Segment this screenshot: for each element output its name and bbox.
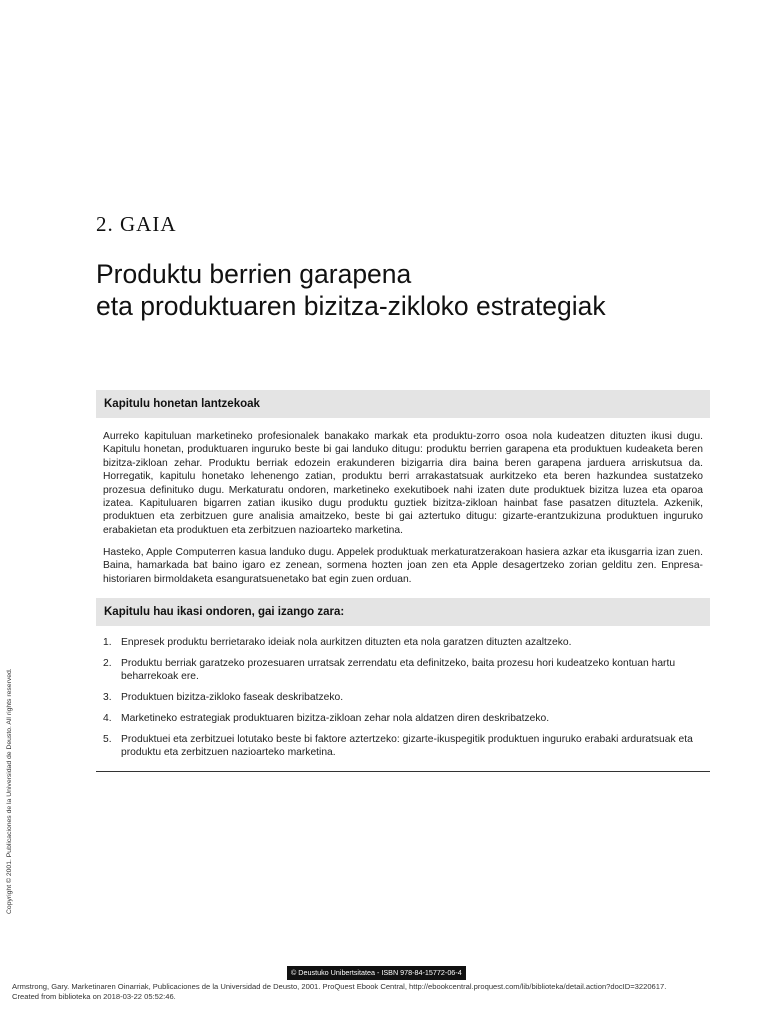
objective-item [103, 636, 703, 649]
objective-number: 2. [103, 657, 112, 669]
objective-text: Marketineko estrategiak produktuaren bizitza-zikloan zehar nola aldatzen diren deskribatzeko. [121, 713, 550, 725]
objective-number: 4. [103, 713, 112, 725]
objectives-list [103, 636, 703, 767]
section-header-objectives: Kapitulu hau ikasi ondoren, gai izango zara: [96, 598, 710, 626]
objective-text: Produktu berriak garatzeko prozesuaren urratsak zerrendatu eta definitzeko, baita prozesu hori kudeatzeko kontuan hartu beharrekoak ere. [121, 657, 676, 683]
overview-paragraph-2: Hasteko, Apple Computerren kasua landuko dugu. Appelek produktuak merkaturatzerakoan hasiera azkar eta ikusgarria izan zuen. Baina, hamarkada bat baino igaro ez zenean, sormena hozten joan zen eta Apple desagertzeko zorian gelditu zen. Enpresa-historiaren birmoldaketa esanguratsuenetako bat egin zuen orduan. [103, 547, 703, 585]
objective-item [103, 712, 703, 725]
objective-text: Produktuen bizitza-zikloko faseak deskribatzeko. [121, 692, 344, 704]
chapter-label: 2. GAIA [96, 212, 177, 236]
objective-text: Enpresek produktu berrietarako ideiak nola aurkitzen dituzten eta nola garatzen dituzten azaltzeko. [121, 637, 572, 648]
section-divider [96, 771, 710, 772]
source-citation [12, 982, 762, 1001]
objective-item [103, 691, 703, 704]
objective-item [103, 657, 703, 684]
chapter-title-line-1: Produktu berrien garapena [96, 259, 412, 289]
chapter-title [96, 258, 736, 322]
objective-number: 3. [103, 692, 112, 704]
section-header-overview: Kapitulu honetan lantzekoak [96, 390, 710, 418]
side-copyright-notice: Copyright © 2001. Publicaciones de la Universidad de Deusto. All rights reserved. [6, 668, 13, 914]
objective-number: 1. [103, 637, 112, 648]
isbn-imprint: © Deustuko Unibertsitatea - ISBN 978-84-15772-06-4 [287, 966, 466, 980]
overview-paragraph-1: Aurreko kapituluan marketineko profesionalek banakako markak eta produktu-zorro osoa nola kudeatzen dituzten ikusi dugu. Kapitulu honetan, produktuaren inguruko beste bi gai landuko ditugu: produktu berrien garapena eta produktuen kudeaketa beren bizitza-zikloan zehar. Produktu berriak edozein erakunderen bizigarria dira baina beren garapena jarduera arriskutsua da. Horregatik, kapitulu honetako lehenengo zatian, produktu berri arrakastatsuak aurkitzeko eta beren hazkundea sustatzeko prozesua definituko dugu. Merkaturatu ondoren, marketineko exekutiboek nahi izaten dute produktuek bizitza luzea eta oparoa izatea. Kapituluaren bigarren zatian ikusiko dugu produktu guztiek bizitza-zikloan hainbat fase pasatzen dituztela. Azkenik, produktuen eta zerbitzuen gure analisia amaitzeko, beste bi gai aztertuko ditugu: gizarte-erantzukizuna produktuen inguruko erabakietan eta produktuen eta zerbitzuen nazioarteko marketina. [103, 431, 703, 536]
objective-text: Produktuei eta zerbitzuei lotutako beste bi faktore aztertzeko: gizarte-ikuspegitik produktuen inguruko erabaki arduratsuak eta produktu eta zerbitzuen nazioarteko marketina. [121, 734, 693, 759]
objective-number: 5. [103, 734, 112, 746]
citation-line-2: Created from biblioteka on 2018-03-22 05:52:46. [12, 991, 176, 1001]
citation-line-1: Armstrong, Gary. Marketinaren Oinarriak, Publicaciones de la Universidad de Deusto, 2001. ProQuest Ebook Central, http://ebookcentral.proquest.com/lib/biblioteka/detail.action?docID=3220617. [12, 982, 667, 991]
chapter-title-line-2: eta produktuaren bizitza-zikloko estrategiak [96, 291, 606, 321]
objective-item [103, 733, 703, 760]
